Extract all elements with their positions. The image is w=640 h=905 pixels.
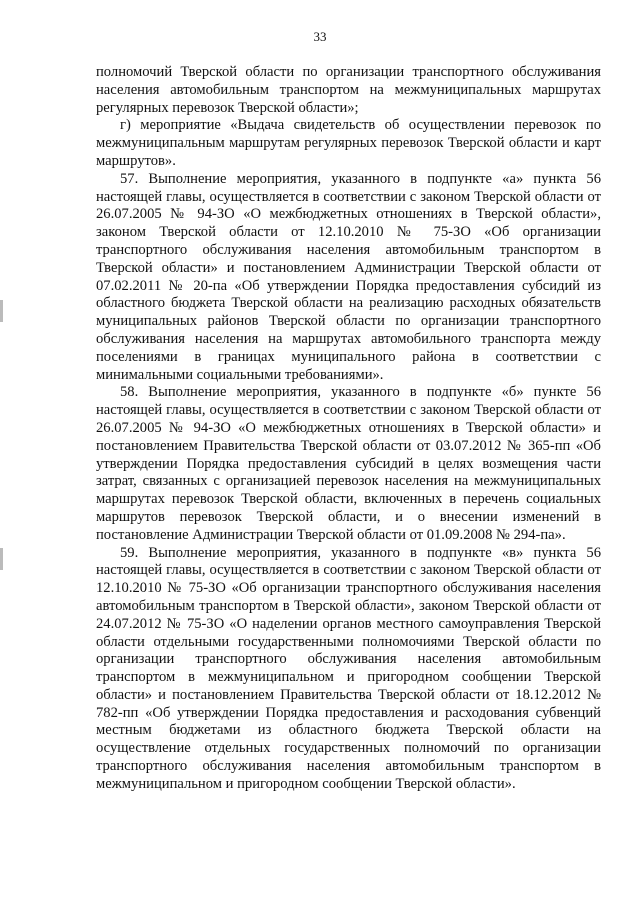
paragraph-57: 57. Выполнение мероприятия, указанного в подпункте «а» пункта 56 настоящей главы, осуществляется в соответствии с законом Тверской области от 26.07.2005 № 94-ЗО «О межбюджетных отношениях в Тверской области», законом Тверской области от 12.10.2010 № 75-ЗО «Об организации транспортного обслуживания населения автомобильным транспортом в Тверской области» и постановлением Администрации Тверской области от 07.02.2011 № 20-па «Об утверждении Порядка предоставления субсидий из областного бюджета Тверской области на реализацию расходных обязательств муниципальных районов Тверской области по организации транспортного обслуживания населения на маршрутах автомобильного транспорта между поселениями в границах муниципального района в соответствии с минимальными социальными требованиями».: [96, 170, 601, 383]
document-body: [96, 64, 601, 794]
scan-edge-mark: [0, 548, 3, 570]
page-number: 33: [313, 29, 327, 44]
paragraph-58: 58. Выполнение мероприятия, указанного в подпункте «б» пункте 56 настоящей главы, осуществляется в соответствии с законом Тверской области от 26.07.2005 № 94-ЗО «О межбюджетных отношениях в Тверской области» и постановлением Правительства Тверской области от 03.07.2012 № 365-пп «Об утверждении Порядка предоставления субсидий в целях возмещения части затрат, связанных с организацией перевозок населения на межмуниципальных маршрутах перевозок Тверской области, включенных в перечень социальных маршрутов перевозок Тверской области, и о внесении изменений в постановление Администрации Тверской области от 01.09.2008 № 294-па».: [96, 384, 601, 543]
paragraph-item-g: г) мероприятие «Выдача свидетельств об осуществлении перевозок по межмуниципальным маршрутам регулярных перевозок Тверской области и карт маршрутов».: [96, 117, 601, 169]
paragraph-continuation: полномочий Тверской области по организации транспортного обслуживания населения автомобильным транспортом на межмуниципальных маршрутах регулярных перевозок Тверской области»;: [96, 64, 601, 116]
paragraph-59: 59. Выполнение мероприятия, указанного в подпункте «в» пункта 56 настоящей главы, осуществляется в соответствии с законом Тверской области от 12.10.2010 № 75-ЗО «Об организации транспортного обслуживания населения автомобильным транспортом в Тверской области», законом Тверской области от 24.07.2012 № 75-ЗО «О наделении органов местного самоуправления Тверской области отдельными государственными полномочиями Тверской области по организации транспортного обслуживания населения автомобильным транспортом в межмуниципальном и пригородном сообщении Тверской области» и постановлением Правительства Тверской области от 18.12.2012 № 782-пп «Об утверждении Порядка предоставления и расходования субвенций местным бюджетами из областного бюджета Тверской области на осуществление отдельных государственных полномочий по организации транспортного обслуживания населения автомобильным транспортом в межмуниципальном и пригородном сообщении Тверской области».: [96, 544, 601, 792]
scan-edge-mark: [0, 300, 3, 322]
